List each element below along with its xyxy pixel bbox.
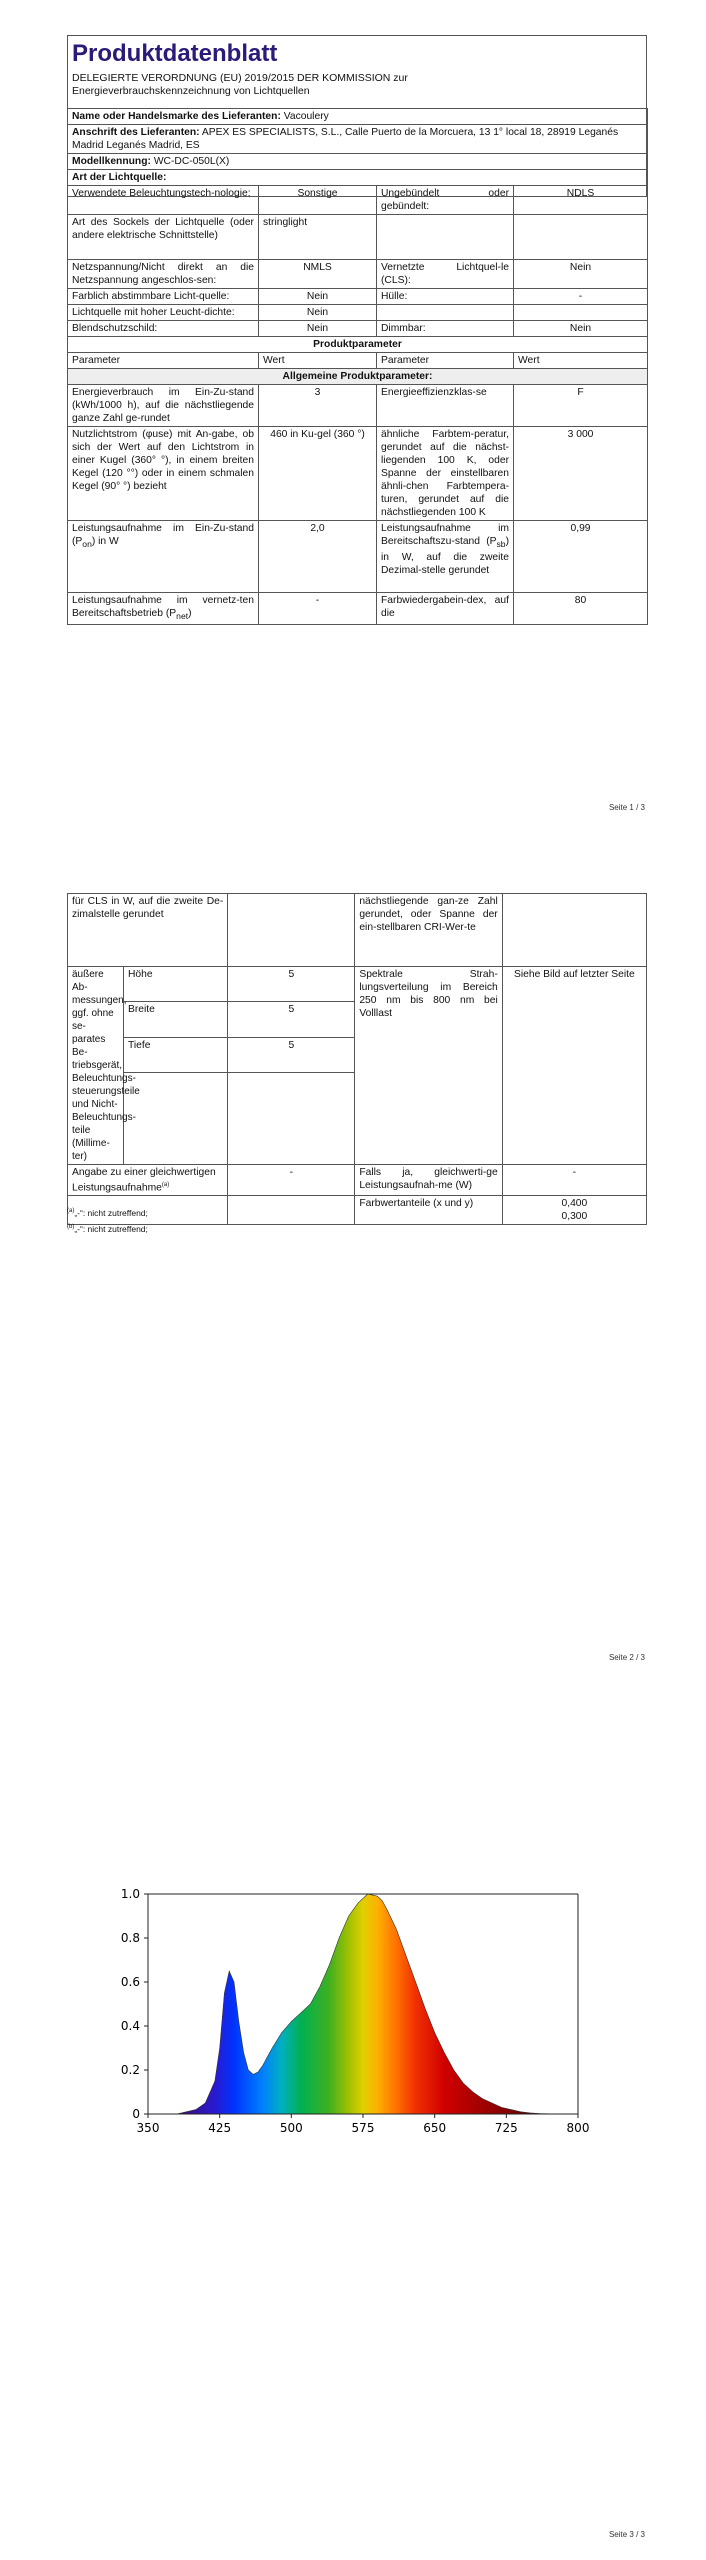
y-tick-label: 0.8 [120, 1931, 140, 1945]
page-number-1: Seite 1 / 3 [608, 803, 645, 812]
tech-row: Verwendete Beleuchtungstech-nologie: Sonstige Ungebündelt oder gebündelt: NDLS [68, 186, 648, 215]
pnet-cont-row: für CLS in W, auf die zweite De-zimalstelle gerundet nächstliegende gan-ze Zahl gerundet, oder Spanne der ein-stellbaren CRI-Wer-te [68, 894, 647, 967]
chroma-row: Farbwertanteile (x und y) 0,400 0,300 [68, 1196, 647, 1225]
page-3 [0, 1870, 706, 2560]
footnote-b: $^{(b)}$„-“: nicht zutreffend; [67, 1224, 148, 1234]
supplier-address-row: Anschrift des Lieferanten: APEX ES SPECIALISTS, S.L., Calle Puerto de la Morcuera, 13 1° local 18, 28919 Leganés Madrid Leganés Madrid, ES [68, 125, 648, 154]
equiv-row: Angabe zu einer gleichwertigen Leistungsaufnahme$^{(a)}$ - Falls ja, gleichwerti-ge Leistungsaufnah-me (W) - [68, 1165, 647, 1196]
x-tick-label: 500 [279, 2121, 303, 2135]
page-number-2: Seite 2 / 3 [608, 1653, 645, 1662]
y-tick-label: 0.2 [120, 2063, 140, 2077]
power-net-row: Leistungsaufnahme im vernetz-ten Bereitschaftsbetrieb $(P_{net})$ - Farbwiedergabein-dex, auf die 80 [68, 593, 648, 625]
page-number-3: Seite 3 / 3 [608, 2530, 645, 2539]
x-tick-label: 575 [351, 2121, 375, 2135]
socket-row: Art des Sockels der Lichtquelle (oder andere elektrische Schnittstelle) stringlight [68, 215, 648, 260]
document-subtitle: DELEGIERTE VERORDNUNG (EU) 2019/2015 DER KOMMISSION zur Energieverbrauchskennzeichnung von Lichtquellen [72, 72, 408, 97]
document-title: Produktdatenblatt [72, 40, 278, 67]
y-tick-label: 1.0 [120, 1887, 140, 1901]
x-tick-label: 725 [494, 2121, 518, 2135]
power-on-row: Leistungsaufnahme im Ein-Zu-stand $(P_{on})$ in W 2,0 Leistungsaufnahme im Bereitschaftszu-stand $(P_{sb})$ in W, auf die zweite Dezimal-stelle gerundet 0,99 [68, 521, 648, 593]
params-header-row: Parameter Wert Parameter Wert [68, 353, 648, 369]
color-tune-row: Farblich abstimmbare Licht-quelle: Nein Hülle: - [68, 289, 648, 305]
model-row: Modellkennung: WC-DC-050L(X) [68, 154, 648, 170]
params-section-row: Produktparameter [68, 337, 648, 353]
light-type-header-row: Art der Lichtquelle: [68, 170, 648, 186]
general-params-row: Allgemeine Produktparameter: [68, 369, 648, 385]
y-tick-label: 0 [132, 2107, 140, 2121]
product-table-page2 [67, 893, 647, 1225]
flux-row: Nutzlichtstrom (φuse) mit An-gabe, ob sich der Wert auf den Lichtstrom in einer Kugel (360° °), in einem breiten Kegel (120 °°) oder in einem schmalen Kegel (90° °) bezieht 460 in Ku-gel (360 °) ähnliche Farbtem-peratur, gerundet auf die nächst-liegenden 100 K, oder Spanne der einstellbaren ähnli-chen Farbtempera-turen, gerundet auf die nächstliegenden 100 K 3 000 [68, 427, 648, 521]
energy-row: Energieverbrauch im Ein-Zu-stand (kWh/1000 h), auf die nächstliegende ganze Zahl ge-rundet 3 Energieeffizienzklas-se F [68, 385, 648, 427]
supplier-name-row: Name oder Handelsmarke des Lieferanten: Vacoulery [68, 109, 648, 125]
y-tick-label: 0.4 [120, 2019, 140, 2033]
dims-width-row: Breite 5 [68, 1002, 647, 1037]
footnote-a: $^{(a)}$„-“: nicht zutreffend; [67, 1208, 148, 1218]
dims-depth-row: Tiefe 5 [68, 1037, 647, 1072]
spectrum-fill [148, 1894, 578, 2114]
x-tick-label: 350 [136, 2121, 160, 2135]
glare-row: Blendschutzschild: Nein Dimmbar: Nein [68, 321, 648, 337]
x-tick-label: 650 [423, 2121, 447, 2135]
dims-height-row: äußere Ab-messungen, ggf. ohne se-parates Be-triebsgerät, Beleuchtungs-steuerungsteile und Nicht-Beleuchtungs-teile (Millime-ter) Höhe 5 Spektrale Strah-lungsverteilung im Bereich 250 nm bis 800 nm bei Volllast Siehe Bild auf letzter Seite [68, 967, 647, 1002]
mains-row: Netzspannung/Nicht direkt an die Netzspannung angeschlos-sen: NMLS Vernetzte Lichtquel-le (CLS): Nein [68, 260, 648, 289]
y-tick-label: 0.6 [120, 1975, 140, 1989]
spectral-distribution-chart [0, 1870, 706, 2150]
x-tick-label: 800 [566, 2121, 590, 2135]
x-tick-label: 425 [208, 2121, 232, 2135]
high-lum-row: Lichtquelle mit hoher Leucht-dichte: Nein [68, 305, 648, 321]
